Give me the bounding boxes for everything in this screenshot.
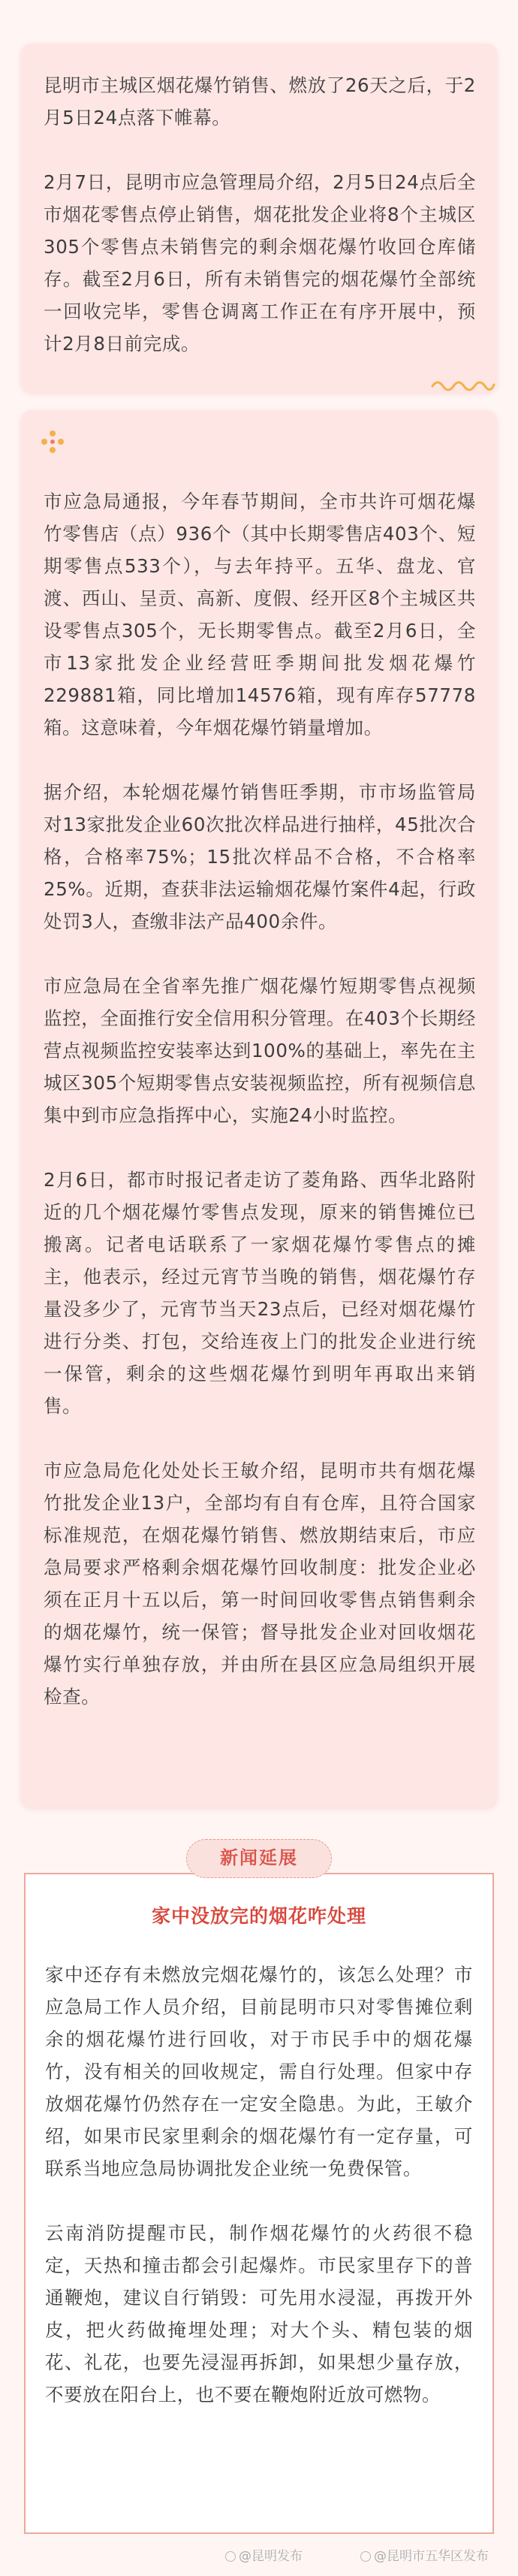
details-paragraph-2: 据介绍，本轮烟花爆竹销售旺季期，市市场监管局对13家批发企业60次批次样品进行抽样，45批次合格，合格率75%；15批次样品不合格，不合格率25%。近期，查获非法运输烟花爆竹案件4起，行政处罚3人，查缴非法产品400余件。	[44, 781, 476, 932]
details-paragraph-4: 2月6日，都市时报记者走访了菱角路、西华北路附近的几个烟花爆竹零售点发现，原来的销售摊位已搬离。记者电话联系了一家烟花爆竹零售点的摊主，他表示，经过元宵节当晚的销售，烟花爆竹存量没多少了，元宵节当天23点后，已经对烟花爆竹进行分类、打包，交给连夜上门的批发企业进行统一保管，剩余的这些烟花爆竹到明年再取出来销售。	[44, 1169, 476, 1417]
flower-decoration-icon	[39, 428, 66, 455]
news-extension-box	[24, 1873, 494, 2534]
details-paragraph-5: 市应急局危化处处长王敏介绍，昆明市共有烟花爆竹批发企业13户，全部均有自有仓库，且符合国家标准规范，在烟花爆竹销售、燃放期结束后，市应急局要求严格剩余烟花爆竹回收制度：批发企业必须在正月十五以后，第一时间回收零售点销售剩余的烟花爆竹，统一保管；督导批发企业对回收烟花爆竹实行单独存放，并由所在县区应急局组织开展检查。	[44, 1460, 476, 1708]
details-card	[21, 410, 497, 1807]
extension-paragraph-2: 云南消防提醒市民，制作烟花爆竹的火药很不稳定，天热和撞击都会引起爆炸。市民家里存下的普通鞭炮，建议自行销毁：可先用水浸湿，再拨开外皮，把火药做掩埋处理；对大个头、精包装的烟花、礼花，也要先浸湿再拆卸，如果想少量存放，不要放在阳台上，也不要在鞭炮附近放可燃物。	[45, 2222, 473, 2405]
watermark-text-1: @昆明发布	[239, 2549, 303, 2564]
watermark-source-2	[360, 2548, 489, 2565]
weibo-icon	[360, 2551, 371, 2562]
extension-label-badge: 新闻延展	[186, 1839, 332, 1878]
summary-paragraph-1: 昆明市主城区烟花爆竹销售、燃放了26天之后，于2月5日24点落下帷幕。	[44, 74, 476, 128]
details-paragraph-1: 市应急局通报，今年春节期间，全市共许可烟花爆竹零售店（点）936个（其中长期零售店403个、短期零售点533个），与去年持平。五华、盘龙、官渡、西山、呈贡、高新、度假、经开区8个主城区共设零售点305个，无长期零售点。截至2月6日，全市13家批发企业经营旺季期间批发烟花爆竹229881箱，同比增加14576箱，现有库存57778箱。这意味着，今年烟花爆竹销量增加。	[44, 491, 476, 738]
details-paragraph-3: 市应急局在全省率先推广烟花爆竹短期零售点视频监控，全面推行安全信用积分管理。在403个长期经营点视频监控安装率达到100%的基础上，率先在主城区305个短期零售点安装视频监控，所有视频信息集中到市应急指挥中心，实施24小时监控。	[44, 975, 476, 1126]
watermark-source-1	[225, 2548, 303, 2565]
wave-decoration-icon	[431, 376, 495, 392]
summary-card	[21, 44, 497, 392]
summary-paragraph-2: 2月7日，昆明市应急管理局介绍，2月5日24点后全市烟花零售点停止销售，烟花批发企业将8个主城区305个零售点未销售完的剩余烟花爆竹收回仓库储存。截至2月6日，所有未销售完的烟花爆竹全部统一回收完毕，零售仓调离工作正在有序开展中，预计2月8日前完成。	[44, 171, 476, 355]
watermark-text-2: @昆明市五华区发布	[374, 2549, 489, 2564]
weibo-icon	[225, 2551, 236, 2562]
extension-paragraph-1: 家中还存有未燃放完烟花爆竹的，该怎么处理？市应急局工作人员介绍，目前昆明市只对零售摊位剩余的烟花爆竹进行回收，对于市民手中的烟花爆竹，没有相关的回收规定，需自行处理。但家中存放烟花爆竹仍然存在一定安全隐患。为此，王敏介绍，如果市民家里剩余的烟花爆竹有一定存量，可联系当地应急局协调批发企业统一免费保管。	[45, 1964, 473, 2179]
extension-title: 家中没放完的烟花咋处理	[151, 1905, 366, 1927]
